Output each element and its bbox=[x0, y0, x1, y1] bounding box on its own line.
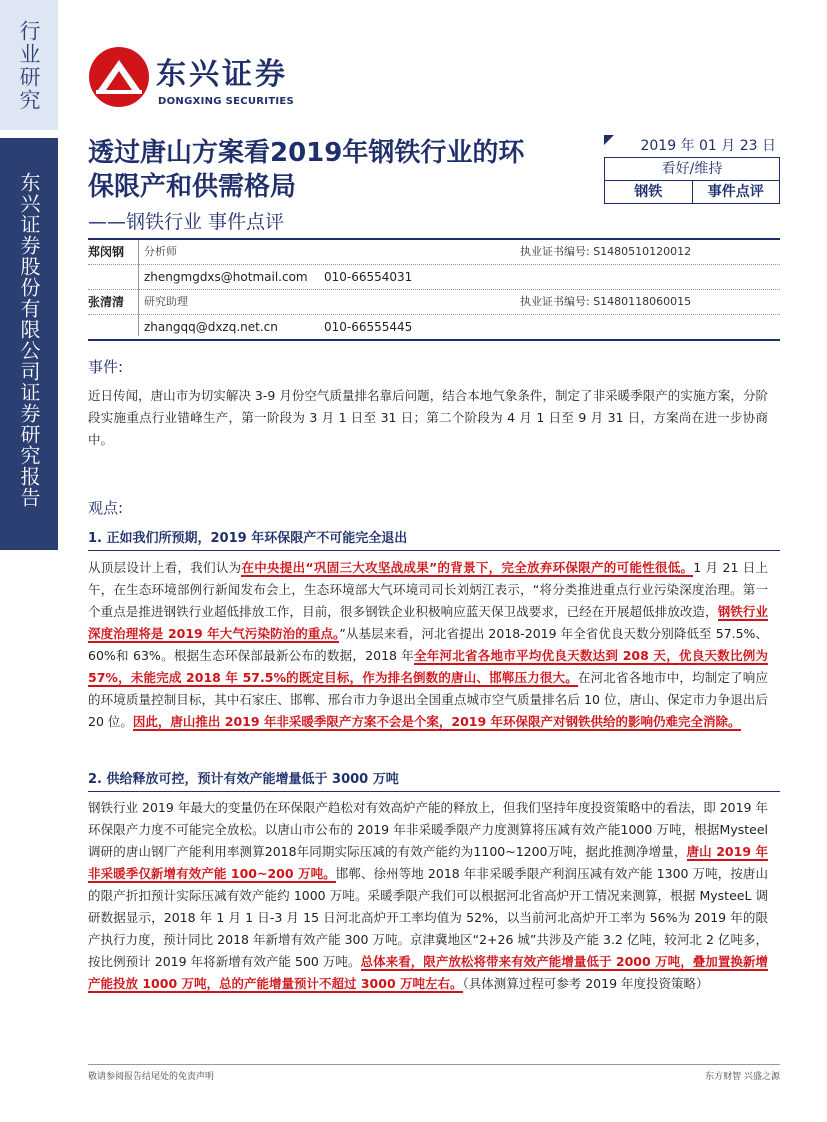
body-text: 1 月 21 日上午，在生态环境部例行新闻发布会上，生态环境部大气环境司司长刘炳江表示，“将分类推进重点行业污染深度治理。第一个重点是推进钢铁行业超低排放工作，目前，很多钢铁企业积极响应蓝天保卫战要求，已经在开展超低排放改造， bbox=[88, 560, 769, 619]
report-title: 透过唐山方案看2019年钢铁行业的环保限产和供需格局 bbox=[88, 138, 525, 202]
report-date-text: 2019 年 01 月 23 日 bbox=[640, 138, 776, 154]
rating: 看好/维持 bbox=[604, 158, 780, 181]
report-meta-box bbox=[604, 135, 780, 204]
body-text: ”从基层来看，河北省提出 2018-2019 年全省优良天数分别降低至 57.5%、60%和 63%。根据生态环保部最新公布的数据，2018 年 bbox=[88, 626, 768, 663]
point-2-paragraph bbox=[88, 797, 768, 995]
views-heading: 观点: bbox=[88, 499, 124, 517]
highlight-text: 因此，唐山推出 2019 年非采暖季限产方案不会是个案，2019 年环保限产对钢铁供给的影响仍难完全消除。 bbox=[132, 714, 741, 729]
sidebar-report-type-panel bbox=[0, 138, 58, 550]
logo-emblem-icon bbox=[88, 46, 150, 108]
analyst-row bbox=[88, 290, 780, 315]
corner-triangle-icon bbox=[604, 135, 614, 145]
point-2-title: 2. 供给释放可控，预计有效产能增量低于 3000 万吨 bbox=[88, 768, 780, 792]
analyst-table bbox=[88, 238, 780, 341]
event-heading: 事件: bbox=[88, 358, 124, 376]
tag-report-kind: 事件点评 bbox=[692, 181, 780, 203]
highlight-text: 钢铁行业深度治理将是 2019 年大气污染防治的重点。 bbox=[88, 604, 768, 641]
analyst-email[interactable]: zhengmgdxs@hotmail.com bbox=[144, 270, 308, 284]
analyst-contact-row bbox=[88, 315, 780, 341]
footer-slogan: 东方财智 兴盛之源 bbox=[705, 1072, 780, 1082]
event-paragraph: 近日传闻，唐山市为切实解决 3-9 月份空气质量排名靠后问题，结合本地气象条件，制定了非采暖季限产的实施方案，分阶段实施重点行业错峰生产，第一阶段为 3 月 1 日至 31 日；第二个阶段为 4 月 1 日至 9 月 31 日，方案尚在进一步协商中。 bbox=[88, 388, 768, 447]
point-1-paragraph bbox=[88, 557, 768, 733]
highlight-text: 在中央提出“巩固三大攻坚战成果”的背景下，完全放弃环保限产的可能性很低。 bbox=[241, 560, 694, 575]
analyst-role: 研究助理 bbox=[144, 295, 188, 308]
company-logo bbox=[88, 44, 318, 114]
report-subtitle: ——钢铁行业 事件点评 bbox=[88, 211, 285, 233]
analyst-phone: 010-66554031 bbox=[324, 270, 413, 284]
tag-industry: 钢铁 bbox=[634, 184, 663, 200]
sidebar-category: 行业研究 bbox=[17, 20, 41, 112]
analyst-contact-row bbox=[88, 265, 780, 290]
body-text: （具体测算过程可参考 2019 年度投资策略） bbox=[462, 976, 709, 991]
body-text: 邯郸、徐州等地 2018 年非采暖季限产利润压减有效产能 1300 万吨，按唐山的限产折扣预计实际压减有效产能约 1000 万吨。采暖季限产我们可以根据河北省高炉开工情况来测算，根据 MysteeL 调研数据显示，2018 年 1 月 1 日-3 月 15 日河北高炉开工率均值为 52%，以当前河北高炉开工率为 56%为 2019 年的限产执行力度，预计同比 2018 年新增有效产能 300 万吨。京津冀地区“2+26 城”共涉及产能 3.2 亿吨，较河北 2 亿吨多，按比例预计 2019 年将新增有效产能 500 万吨。 bbox=[88, 866, 768, 969]
sidebar-report-type: 东兴证券股份有限公司证券研究报告 bbox=[17, 172, 41, 508]
point-1-title: 1. 正如我们所预期，2019 年环保限产不可能完全退出 bbox=[88, 527, 780, 551]
highlight-text: 总体来看，限产放松将带来有效产能增量低于 2000 万吨，叠加置换新增产能投放 1000 万吨，总的产能增量预计不超过 3000 万吨左右。 bbox=[88, 954, 768, 991]
body-text: 从顶层设计上看，我们认为 bbox=[88, 560, 242, 575]
analyst-license: 执业证书编号: S1480510120012 bbox=[520, 245, 692, 258]
logo-text-en: DONGXING SECURITIES bbox=[158, 96, 295, 107]
body-text: 在河北省各地市中，均制定了响应的环境质量控制目标，其中石家庄、邯郸、邢台市力争退出全国重点城市空气质量排名后 10 位，唐山、保定市力争退出后 20 位。 bbox=[88, 670, 768, 729]
analyst-role: 分析师 bbox=[144, 245, 177, 258]
analyst-email[interactable]: zhangqq@dxzq.net.cn bbox=[144, 320, 278, 334]
sidebar bbox=[0, 0, 58, 1122]
report-date bbox=[604, 135, 780, 158]
footer-disclaimer: 敬请参阅报告结尾处的免责声明 bbox=[88, 1072, 215, 1082]
analyst-name: 郑闵钢 bbox=[88, 245, 125, 259]
tag-row bbox=[604, 181, 780, 204]
analyst-license: 执业证书编号: S1480118060015 bbox=[520, 295, 692, 308]
analyst-phone: 010-66555445 bbox=[324, 320, 413, 334]
footer-divider bbox=[88, 1064, 780, 1065]
analyst-name: 张清清 bbox=[88, 295, 125, 309]
highlight-text: 全年河北省各地市平均优良天数达到 208 天，优良天数比例为 57%，未能完成 2018 年 57.5%的既定目标，作为排名倒数的唐山、邯郸压力很大。 bbox=[88, 648, 768, 685]
analyst-row bbox=[88, 240, 780, 265]
highlight-text: 唐山 2019 年非采暖季仅新增有效产能 100~200 万吨。 bbox=[88, 844, 768, 881]
body-text: 钢铁行业 2019 年最大的变量仍在环保限产趋松对有效高炉产能的释放上，但我们坚持年度投资策略中的看法，即 2019 年环保限产力度不可能完全放松。以唐山市公布的 2019 年非采暖季限产力度测算将压减有效产能1000 万吨，根据Mysteel 调研的唐山钢厂产能利用率测算2018年同期实际压减的有效产能约为1100~1200万吨，据此推测净增量， bbox=[88, 800, 768, 859]
logo-text-cn: 东兴证券 bbox=[156, 57, 288, 92]
sidebar-category-panel bbox=[0, 0, 58, 130]
